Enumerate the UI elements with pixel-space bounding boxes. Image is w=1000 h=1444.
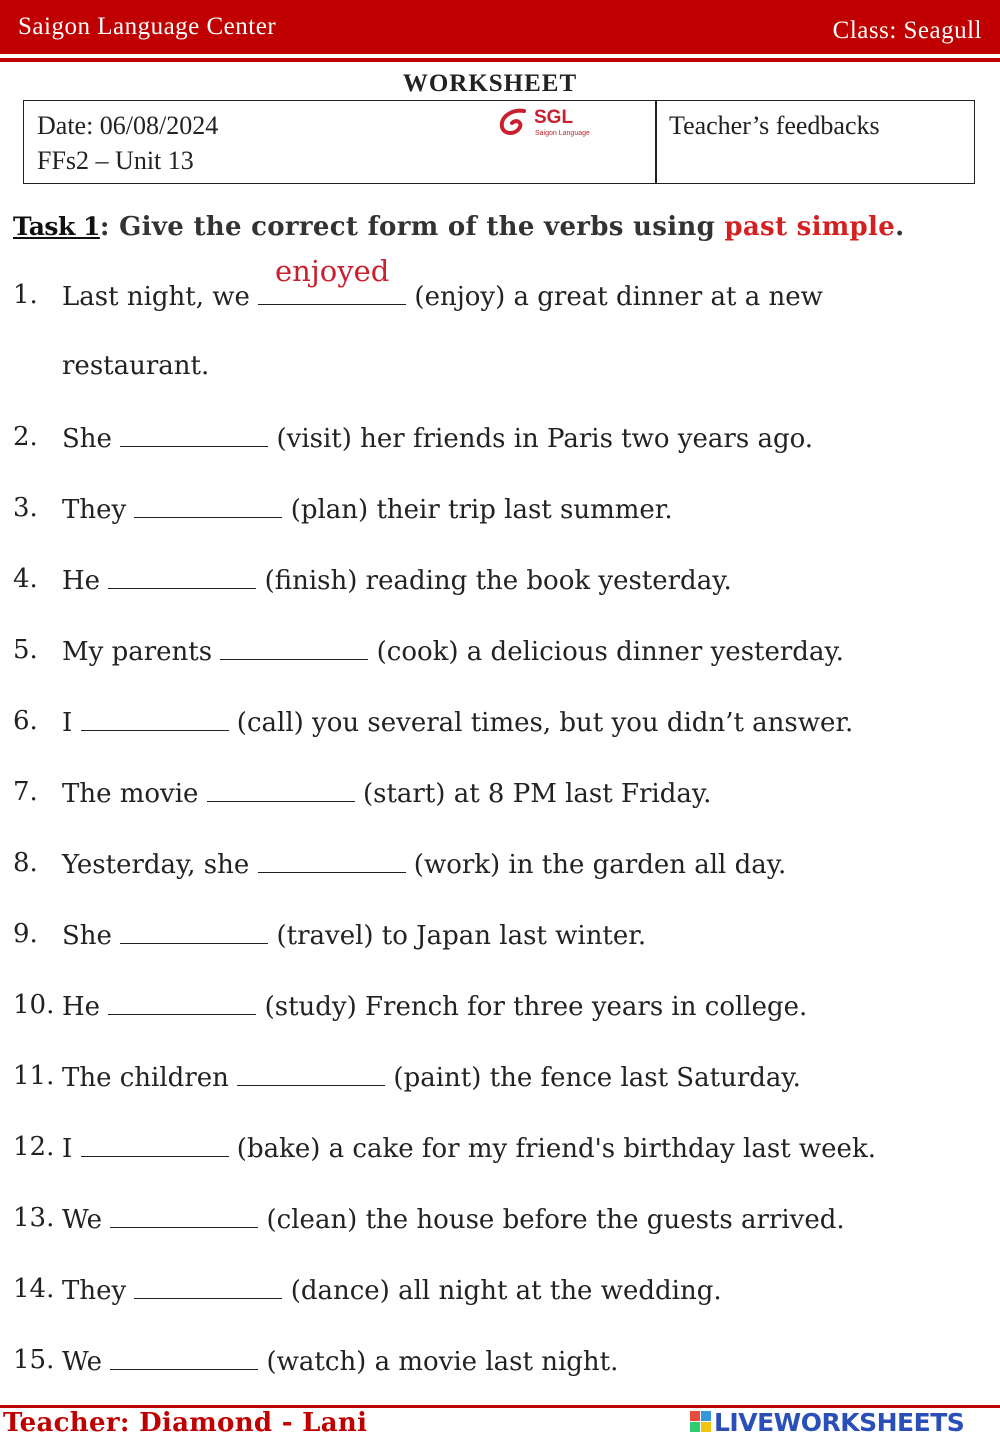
answer-blank[interactable] — [134, 493, 282, 518]
sgl-logo-icon — [494, 105, 532, 141]
question-text-after: (clean) the house before the guests arrived. — [258, 1205, 845, 1235]
unit-label: FFs2 – Unit 13 — [37, 146, 194, 175]
question-number: 7. — [13, 777, 38, 807]
question-continuation — [0, 351, 1000, 391]
question-item — [0, 1061, 1000, 1101]
answer-blank[interactable] — [134, 1274, 282, 1299]
task-label: Task 1 — [13, 212, 100, 241]
question-text-after: (bake) a cake for my friend's birthday last week. — [228, 1134, 876, 1164]
question-text-after: (call) you several times, but you didn’t answer. — [228, 708, 854, 738]
question-text — [62, 990, 807, 1022]
question-text — [62, 848, 786, 880]
question-number: 12. — [13, 1132, 55, 1162]
answer-blank[interactable] — [81, 706, 229, 731]
liveworksheets-logo-icon — [690, 1411, 712, 1433]
question-item — [0, 777, 1000, 817]
task-colon: : — [99, 212, 110, 242]
task-period: . — [895, 212, 905, 242]
info-box — [23, 100, 975, 184]
task-instruction — [13, 212, 904, 242]
class-label: Class: Seagull — [832, 17, 982, 44]
question-text-before: Last night, we — [62, 282, 259, 312]
question-item — [0, 422, 1000, 462]
question-item — [0, 254, 1000, 320]
question-item — [0, 1132, 1000, 1172]
question-text — [62, 564, 732, 596]
question-text-before: I — [62, 1134, 81, 1164]
question-number: 6. — [13, 706, 38, 736]
answer-blank[interactable] — [108, 564, 256, 589]
question-text-after: (work) in the garden all day. — [405, 850, 787, 880]
question-text-after: (visit) her friends in Paris two years ago. — [268, 424, 814, 454]
question-text — [62, 493, 673, 525]
question-text-before: We — [62, 1347, 111, 1377]
question-text — [62, 919, 646, 951]
task-highlight: past simple — [724, 212, 896, 242]
answer-blank[interactable] — [258, 254, 406, 305]
teacher-name: Teacher: Diamond - Lani — [3, 1408, 368, 1438]
answer-blank[interactable] — [120, 919, 268, 944]
question-text-before: The children — [62, 1063, 238, 1093]
question-item — [0, 990, 1000, 1030]
question-number: 1. — [13, 280, 38, 310]
question-item — [0, 1203, 1000, 1243]
answer-blank[interactable] — [237, 1061, 385, 1086]
question-item — [0, 1345, 1000, 1385]
question-text — [62, 1061, 801, 1093]
question-text-before: He — [62, 992, 109, 1022]
center-name: Saigon Language Center — [18, 13, 277, 40]
question-item — [0, 706, 1000, 746]
question-text-before: She — [62, 424, 121, 454]
answer-blank[interactable] — [81, 1132, 229, 1157]
question-item — [0, 1274, 1000, 1314]
question-text-before: My parents — [62, 637, 221, 667]
question-number: 3. — [13, 493, 38, 523]
answer-blank[interactable] — [120, 422, 268, 447]
question-text-before: I — [62, 708, 81, 738]
question-number: 15. — [13, 1345, 55, 1375]
question-text-after: (cook) a delicious dinner yesterday. — [368, 637, 844, 667]
question-continuation-text: restaurant. — [62, 351, 210, 381]
question-text-before: Yesterday, she — [62, 850, 258, 880]
answer-blank[interactable] — [258, 848, 406, 873]
question-text-after: (enjoy) a great dinner at a new — [406, 282, 823, 312]
worksheet-title: WORKSHEET — [402, 70, 578, 97]
answer-blank[interactable] — [108, 990, 256, 1015]
question-text-before: The movie — [62, 779, 207, 809]
question-item — [0, 848, 1000, 888]
question-number: 8. — [13, 848, 38, 878]
task-instruction-text: Give the correct form of the verbs using — [119, 212, 725, 242]
answer-blank[interactable] — [110, 1345, 258, 1370]
question-text-after: (study) French for three years in college. — [256, 992, 808, 1022]
answer-blank[interactable] — [207, 777, 355, 802]
feedback-label: Teacher’s feedbacks — [669, 111, 880, 140]
question-text-after: (start) at 8 PM last Friday. — [354, 779, 712, 809]
question-item — [0, 493, 1000, 533]
question-text-before: They — [62, 1276, 135, 1306]
question-text — [62, 422, 813, 454]
sgl-logo — [494, 105, 594, 145]
logo-subtext: Saigon Language — [535, 130, 590, 137]
question-number: 14. — [13, 1274, 55, 1304]
question-text — [62, 1203, 845, 1235]
header-rule — [0, 58, 1000, 62]
answer-text: enjoyed — [274, 254, 390, 288]
question-text — [62, 635, 844, 667]
info-divider — [655, 101, 657, 183]
question-text-before: We — [62, 1205, 111, 1235]
question-number: 11. — [13, 1061, 55, 1091]
question-item — [0, 564, 1000, 604]
question-number: 5. — [13, 635, 38, 665]
header-bar — [0, 0, 1000, 54]
question-number: 13. — [13, 1203, 55, 1233]
question-text — [62, 1132, 876, 1164]
question-number: 4. — [13, 564, 38, 594]
question-text-after: (travel) to Japan last winter. — [268, 921, 647, 951]
answer-blank[interactable] — [110, 1203, 258, 1228]
question-text-before: He — [62, 566, 109, 596]
question-text-before: She — [62, 921, 121, 951]
answer-blank[interactable] — [220, 635, 368, 660]
question-text — [62, 1345, 618, 1377]
question-item — [0, 919, 1000, 959]
question-text-before: They — [62, 495, 135, 525]
question-text-after: (paint) the fence last Saturday. — [385, 1063, 801, 1093]
question-text-after: (plan) their trip last summer. — [282, 495, 673, 525]
question-text — [62, 254, 823, 312]
question-text-after: (watch) a movie last night. — [258, 1347, 619, 1377]
question-number: 2. — [13, 422, 38, 452]
question-item — [0, 635, 1000, 675]
question-text-after: (finish) reading the book yesterday. — [256, 566, 732, 596]
question-number: 10. — [13, 990, 55, 1020]
question-text — [62, 706, 853, 738]
question-number: 9. — [13, 919, 38, 949]
question-text-after: (dance) all night at the wedding. — [282, 1276, 722, 1306]
question-text — [62, 1274, 722, 1306]
question-text — [62, 777, 711, 809]
liveworksheets-text: LIVEWORKSHEETS — [714, 1408, 965, 1437]
logo-text: SGL — [534, 107, 574, 128]
date-label: Date: 06/08/2024 — [37, 111, 219, 140]
